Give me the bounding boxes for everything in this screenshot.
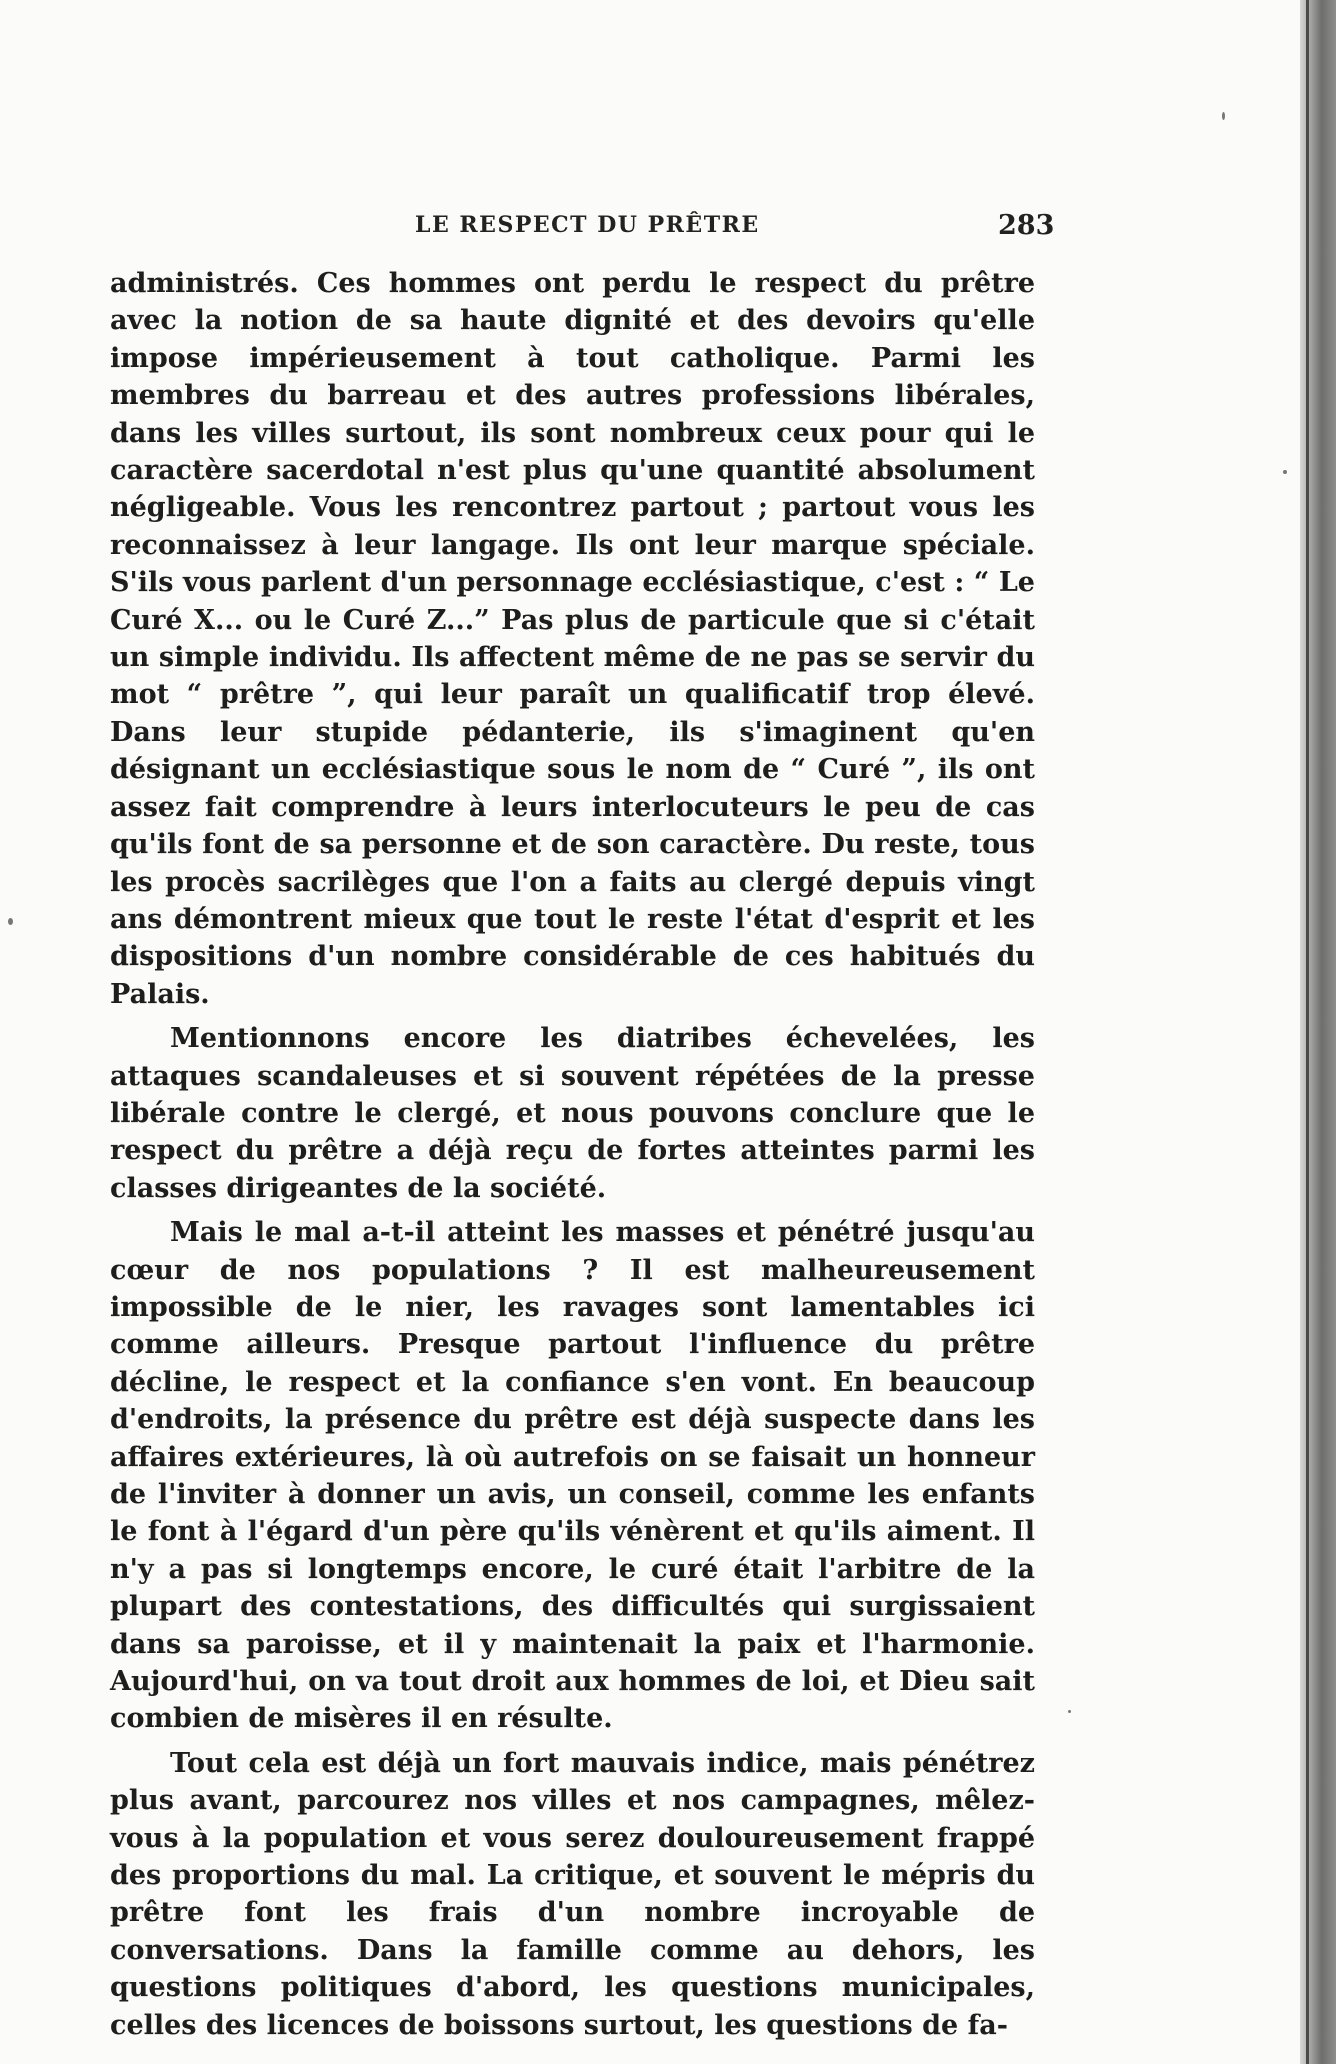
scan-speck [1283, 470, 1287, 474]
scan-speck [1068, 1710, 1071, 1713]
body-text [110, 265, 1035, 2044]
running-title: LE RESPECT DU PRÊTRE [415, 212, 760, 238]
running-header [0, 212, 1305, 242]
binding-edge-line [1306, 0, 1309, 2064]
page-number: 283 [998, 210, 1055, 241]
paragraph: Tout cela est déjà un fort mauvais indice, mais pénétrez plus avant, parcourez nos villes et nos campagnes, mêlez-vous à la population et vous serez douloureusement frappé des proportions du mal. La critique, et souvent le mépris du prêtre font les frais d'un nombre incroyable de conversations. Dans la famille comme au dehors, les questions politiques d'abord, les questions municipales, celles des licences de boissons surtout, les questions de fa- [110, 1747, 1035, 2041]
scan-speck [1222, 112, 1225, 120]
scan-speck [8, 918, 13, 925]
paragraph: Mentionnons encore les diatribes échevelées, les attaques scandaleuses et si souvent répétées de la presse libérale contre le clergé, et nous pouvons conclure que le respect du prêtre a déjà reçu de fortes atteintes parmi les classes dirigeantes de la société. [110, 1023, 1035, 1204]
paragraph: administrés. Ces hommes ont perdu le respect du prêtre avec la notion de sa haute dignité et des devoirs qu'elle impose impérieusement à tout catholique. Parmi les membres du barreau et des autres professions libérales, dans les villes surtout, ils sont nombreux ceux pour qui le caractère sacerdotal n'est plus qu'une quantité absolument négligeable. Vous les rencontrez partout ; partout vous les reconnaissez à leur langage. Ils ont leur marque spéciale. S'ils vous parlent d'un personnage ecclésiastique, c'est : “ Le Curé X... ou le Curé Z...” Pas plus de particule que si c'était un simple individu. Ils affectent même de ne pas se servir du mot “ prêtre ”, qui leur paraît un qualificatif trop élevé. Dans leur stupide pédanterie, ils s'imaginent qu'en désignant un ecclésiastique sous le nom de “ Curé ”, ils ont assez fait comprendre à leurs interlocuteurs le peu de cas qu'ils font de sa personne et de son caractère. Du reste, tous les procès sacrilèges que l'on a faits au clergé depuis vingt ans démontrent mieux que tout le reste l'état d'esprit et les dispositions d'un nombre considérable de ces habitués du Palais. [110, 268, 1035, 1010]
paragraph: Mais le mal a-t-il atteint les masses et pénétré jusqu'au cœur de nos populations ? Il est malheureusement impossible de le nier, les ravages sont lamentables ici comme ailleurs. Presque partout l'influence du prêtre décline, le respect et la confiance s'en vont. En beaucoup d'endroits, la présence du prêtre est déjà suspecte dans les affaires extérieures, là où autrefois on se faisait un honneur de l'inviter à donner un avis, un conseil, comme les enfants le font à l'égard d'un père qu'ils vénèrent et qu'ils aiment. Il n'y a pas si longtemps encore, le curé était l'arbitre de la plupart des contestations, des difficultés qui surgissaient dans sa paroisse, et il y maintenait la paix et l'harmonie. Aujourd'hui, on va tout droit aux hommes de loi, et Dieu sait combien de misères il en résulte. [110, 1217, 1035, 1735]
